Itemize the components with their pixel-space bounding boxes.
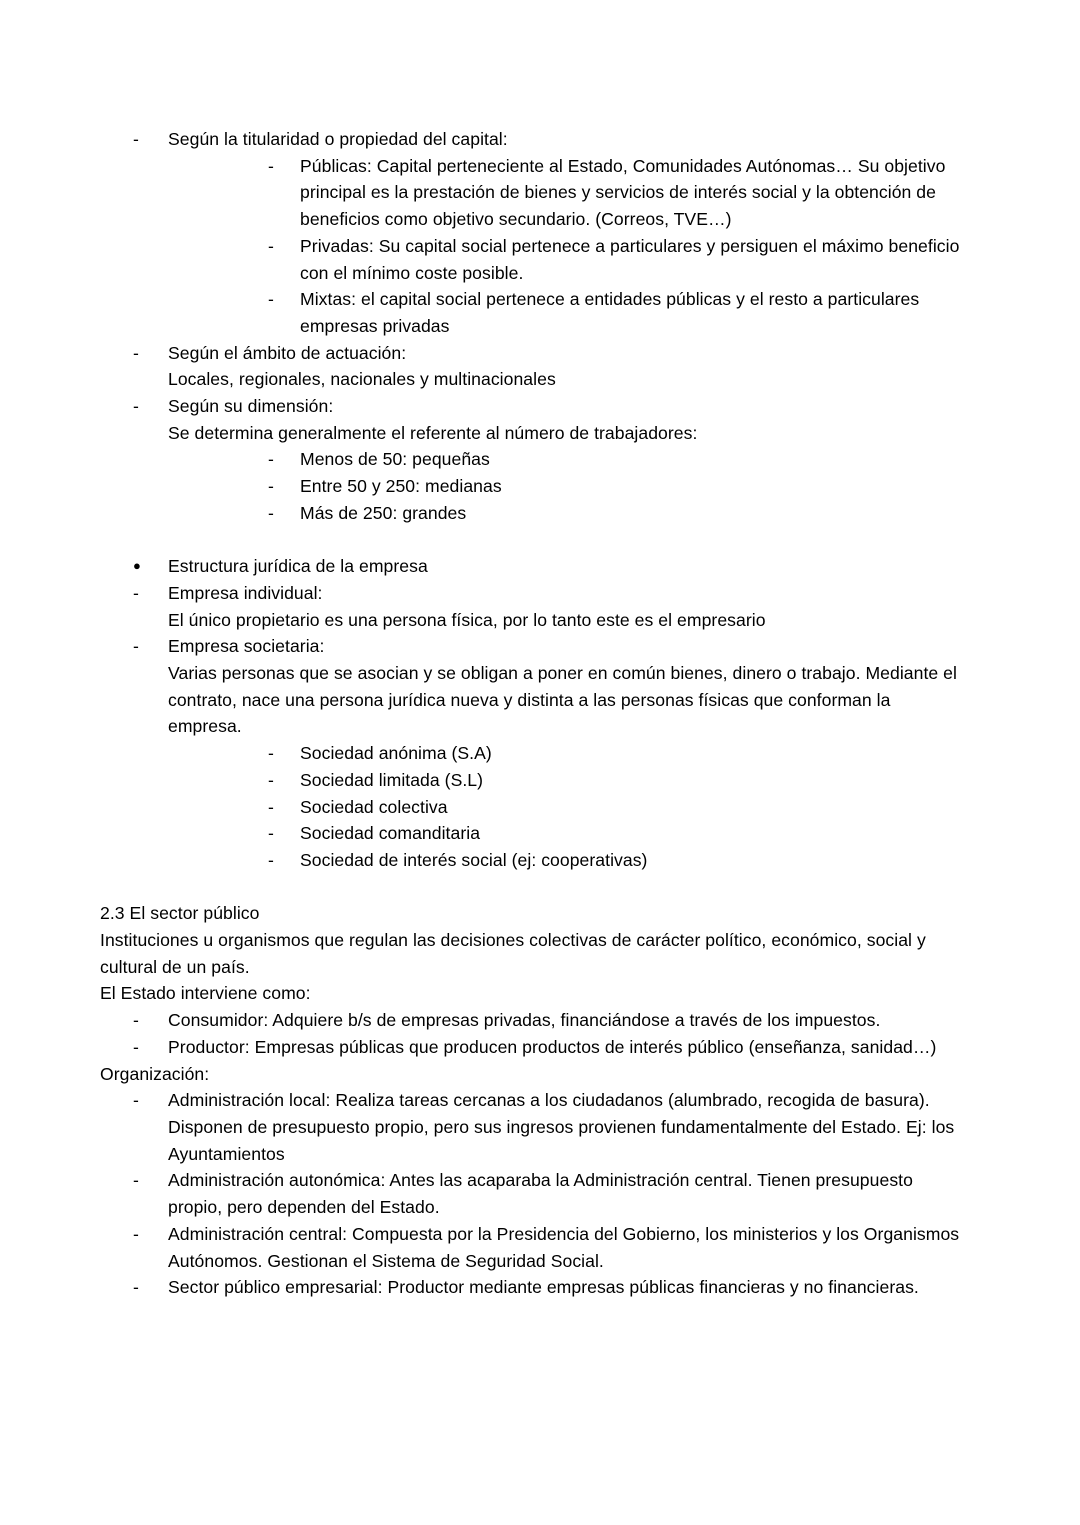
empresa-individual-heading: Empresa individual: [168,582,323,603]
dash-bullet-icon: - [133,1010,139,1031]
sector-publico-empresarial: Sector público empresarial: Productor mediante empresas públicas financieras y no financieras. [168,1277,919,1298]
dash-bullet-icon: - [133,1036,139,1057]
list-item [100,1007,968,1034]
dash-bullet-icon: - [268,449,274,470]
estructura-juridica-list [100,553,968,873]
spacer [100,874,968,901]
list-item [168,473,968,500]
dash-bullet-icon: - [268,823,274,844]
capital-heading: Según la titularidad o propiedad del capital: [168,129,508,149]
estado-consumidor: Consumidor: Adquiere b/s de empresas privadas, financiándose a través de los impuestos. [168,1010,881,1031]
administracion-central: Administración central: Compuesta por la Presidencia del Gobierno, los ministerios y los Organismos Autónomos. Gestionan el Sistema de Seguridad Social. [168,1223,960,1271]
estado-interviene-lead: El Estado interviene como: [100,983,311,1004]
administracion-local: Administración local: Realiza tareas cercanas a los ciudadanos (alumbrado, recogida de basura). Disponen de presupuesto propio, pero sus ingresos provienen fundamentalmente del Estado. Ej: los Ayuntamientos [168,1090,955,1164]
dash-bullet-icon: - [268,235,274,256]
estructura-heading: Estructura jurídica de la empresa [168,556,428,577]
dash-bullet-icon: - [133,636,139,657]
dimension-heading: Según su dimensión: [168,396,334,417]
sociedad-comanditaria: Sociedad comanditaria [300,823,481,844]
list-item [100,1221,968,1274]
organizacion-lead: Organización: [100,1063,210,1084]
estado-interviene-list [100,1007,968,1060]
list-item [100,1167,968,1220]
section-heading-sector-publico: 2.3 El sector público [100,903,260,924]
dash-bullet-icon: - [133,1223,139,1244]
dash-bullet-icon: - [133,396,139,417]
list-item [168,500,968,527]
estado-productor: Productor: Empresas públicas que producen productos de interés público (enseñanza, sanidad…) [168,1036,937,1057]
dimension-sublist [168,446,968,526]
dash-bullet-icon: - [133,342,139,363]
list-item [100,1034,968,1061]
round-bullet-icon: ● [133,558,141,574]
sociedad-colectiva: Sociedad colectiva [300,796,448,817]
ambito-heading: Según el ámbito de actuación: [168,342,407,363]
capital-privadas: Privadas: Su capital social pertenece a particulares y persiguen el máximo beneficio con el mínimo coste posible. [300,235,960,283]
list-item [168,233,968,286]
dash-bullet-icon: - [268,849,274,870]
dimension-pequenas: Menos de 50: pequeñas [300,449,490,470]
capital-publicas: Públicas: Capital perteneciente al Estado, Comunidades Autónomas… Su objetivo principal es la prestación de bienes y servicios de interés social y la obtención de beneficios como objetivo secundario. (Correos, TVE…) [300,155,946,230]
sociedades-sublist [168,740,968,874]
list-item [168,847,968,874]
dash-bullet-icon: - [268,796,274,817]
list-item-dimension [100,393,968,527]
dash-bullet-icon: - [133,1277,139,1298]
organizacion-list [100,1087,968,1301]
dimension-medianas: Entre 50 y 250: medianas [300,476,502,497]
document-body [100,126,968,1301]
dash-bullet-icon: - [268,476,274,497]
dash-bullet-icon: - [268,769,274,790]
list-item-ambito [100,340,968,393]
sector-publico-intro: Instituciones u organismos que regulan las decisiones colectivas de carácter político, económico, social y cultural de un país. [100,930,926,977]
dash-bullet-icon: - [268,502,274,523]
dash-bullet-icon: - [133,1090,139,1111]
ambito-detail: Locales, regionales, nacionales y multinacionales [168,369,556,390]
list-item [168,153,968,233]
list-item-estructura-heading [100,553,968,580]
dash-bullet-icon: - [268,743,274,764]
classification-list [100,126,968,527]
empresa-individual-detail: El único propietario es una persona física, por lo tanto este es el empresario [168,609,766,630]
administracion-autonomica: Administración autonómica: Antes las acaparaba la Administración central. Tienen presupuesto propio, pero dependen del Estado. [168,1170,913,1218]
list-item [100,1087,968,1167]
dash-bullet-icon: - [133,1170,139,1191]
list-item [100,1274,968,1301]
list-item [168,286,968,339]
list-item-capital [100,126,968,340]
list-item [168,446,968,473]
spacer [100,527,968,554]
list-item [168,740,968,767]
list-item-empresa-societaria [100,633,968,873]
capital-mixtas: Mixtas: el capital social pertenece a entidades públicas y el resto a particulares empresas privadas [300,289,920,336]
dimension-grandes: Más de 250: grandes [300,502,467,523]
sociedad-limitada: Sociedad limitada (S.L) [300,769,484,790]
dash-bullet-icon: - [268,155,274,176]
capital-sublist [168,153,968,340]
sociedad-interes-social: Sociedad de interés social (ej: cooperativas) [300,849,648,870]
sociedad-anonima: Sociedad anónima (S.A) [300,743,492,764]
list-item [168,820,968,847]
dash-bullet-icon: - [268,289,274,310]
list-item [168,794,968,821]
dimension-detail: Se determina generalmente el referente al número de trabajadores: [168,422,698,443]
dash-bullet-icon: - [133,129,139,149]
dash-bullet-icon: - [133,582,139,603]
list-item-empresa-individual [100,580,968,633]
empresa-societaria-heading: Empresa societaria: [168,636,325,657]
empresa-societaria-detail: Varias personas que se asocian y se obligan a poner en común bienes, dinero o trabajo. Mediante el contrato, nace una persona jurídica nueva y distinta a las personas físicas que conforman la empresa. [168,663,957,737]
list-item [168,767,968,794]
